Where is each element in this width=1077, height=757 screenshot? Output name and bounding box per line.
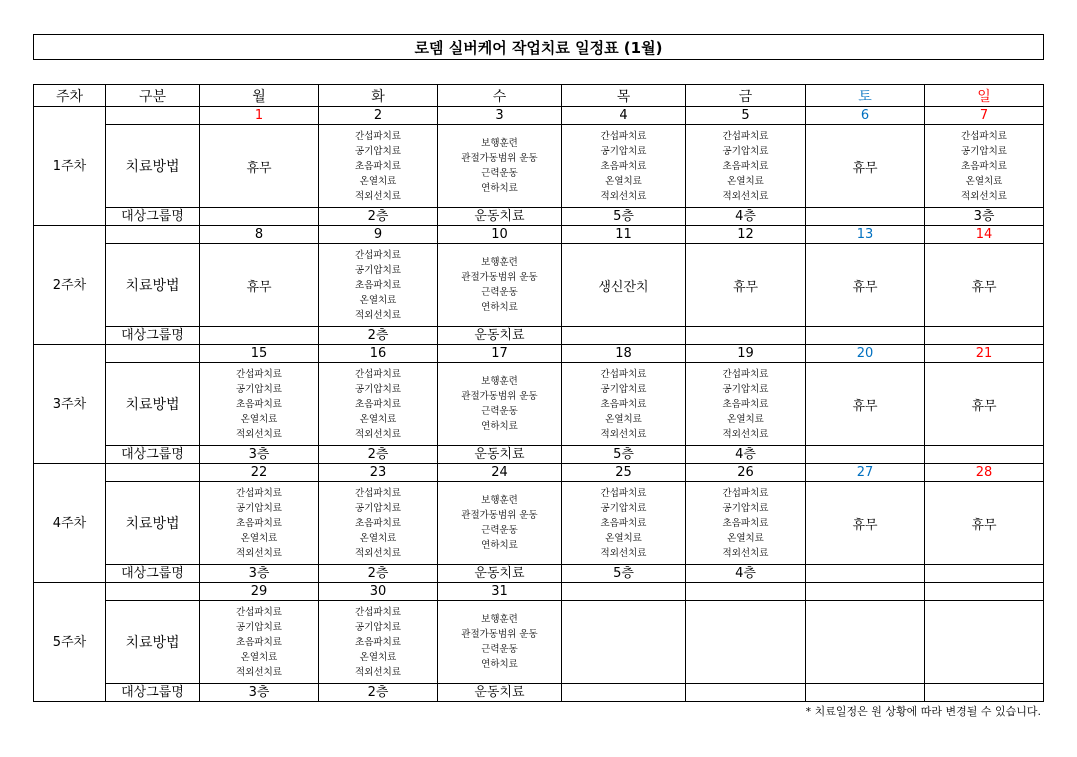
treatment-item: 휴무 (971, 398, 997, 414)
treatment-cell (562, 482, 686, 565)
treatment-item: 관절가동범위 운동 (461, 629, 538, 640)
group-cell (925, 565, 1044, 583)
treatment-list (925, 129, 1043, 204)
treatment-cell (925, 244, 1044, 327)
date-row (34, 583, 1044, 601)
treatment-list (319, 129, 437, 204)
treatment-list (686, 129, 805, 204)
group-cell: 4층 (686, 208, 806, 226)
group-cell (806, 684, 925, 702)
treatment-item: 공기압치료 (236, 502, 282, 514)
treatment-item: 공기압치료 (355, 383, 401, 395)
treatment-cell (925, 601, 1044, 684)
treatment-note (925, 276, 1043, 295)
treatment-cell (438, 482, 562, 565)
date-number: 7 (925, 107, 1044, 125)
treatment-item: 관절가동범위 운동 (461, 391, 538, 402)
treatment-item: 휴무 (852, 160, 878, 176)
date-row (34, 464, 1044, 482)
treatment-cell (925, 125, 1044, 208)
treatment-list (438, 136, 561, 196)
group-cell: 2층 (319, 446, 438, 464)
treatment-cell (319, 125, 438, 208)
treatment-item: 공기압치료 (722, 145, 769, 157)
treatment-item: 간섭파치료 (600, 130, 647, 142)
treatment-item: 초음파치료 (722, 517, 769, 529)
treatment-list (562, 486, 685, 561)
date-number (925, 583, 1044, 601)
treatment-list (686, 367, 805, 442)
treatment-cell (438, 363, 562, 446)
treatment-cell (562, 244, 686, 327)
date-number: 1 (200, 107, 319, 125)
treatment-list (438, 493, 561, 553)
treatment-note (806, 276, 924, 295)
treatment-item: 적외선치료 (600, 428, 647, 440)
category-blank-cell (106, 226, 200, 244)
treatment-cell (319, 482, 438, 565)
group-cell: 운동치료 (438, 565, 562, 583)
header-week: 주차 (34, 85, 106, 107)
treatment-cell (319, 244, 438, 327)
date-number: 6 (806, 107, 925, 125)
group-cell: 4층 (686, 446, 806, 464)
treatment-item: 공기압치료 (600, 383, 647, 395)
treatment-item: 초음파치료 (355, 636, 401, 648)
treatment-item: 적외선치료 (236, 666, 282, 678)
treatment-cell (319, 363, 438, 446)
treatment-item: 보행훈련 (481, 138, 518, 149)
group-cell (806, 565, 925, 583)
treatment-list (319, 605, 437, 680)
treatment-item: 초음파치료 (236, 398, 282, 410)
treatment-cell (806, 125, 925, 208)
group-cell: 3층 (200, 684, 319, 702)
treatment-item: 초음파치료 (355, 279, 401, 291)
treatment-cell (562, 363, 686, 446)
date-number: 12 (686, 226, 806, 244)
treatment-note (562, 276, 685, 295)
treatment-item: 공기압치료 (236, 383, 282, 395)
treatment-item: 간섭파치료 (236, 606, 282, 618)
treatment-item: 연하치료 (481, 659, 518, 670)
date-number: 23 (319, 464, 438, 482)
treatment-item: 적외선치료 (355, 547, 401, 559)
treatment-cell (319, 601, 438, 684)
group-cell: 2층 (319, 565, 438, 583)
treatment-item: 간섭파치료 (355, 249, 401, 261)
date-number: 27 (806, 464, 925, 482)
group-cell: 운동치료 (438, 327, 562, 345)
treatment-cell (686, 601, 806, 684)
treatment-item: 온열치료 (965, 175, 1003, 187)
treatment-item: 온열치료 (727, 532, 764, 544)
treatment-list (200, 367, 318, 442)
week-label: 4주차 (34, 464, 106, 583)
date-number: 19 (686, 345, 806, 363)
method-label: 치료방법 (106, 482, 200, 565)
treatment-item: 휴무 (852, 517, 878, 533)
treatment-item: 초음파치료 (355, 398, 401, 410)
treatment-item: 적외선치료 (355, 190, 401, 202)
date-number: 10 (438, 226, 562, 244)
treatment-item: 적외선치료 (722, 428, 769, 440)
treatment-item: 공기압치료 (355, 502, 401, 514)
treatment-note (806, 157, 924, 176)
treatment-item: 간섭파치료 (355, 130, 401, 142)
treatment-item: 휴무 (732, 279, 759, 295)
date-number: 18 (562, 345, 686, 363)
treatment-item: 초음파치료 (722, 160, 769, 172)
treatment-note (200, 157, 318, 176)
treatment-list (562, 367, 685, 442)
treatment-item: 휴무 (971, 517, 997, 533)
treatment-item: 초음파치료 (600, 160, 647, 172)
treatment-item: 휴무 (246, 160, 272, 176)
treatment-item: 초음파치료 (355, 517, 401, 529)
category-blank-cell (106, 583, 200, 601)
group-cell: 3층 (200, 446, 319, 464)
header-tue: 화 (319, 85, 438, 107)
treatment-item: 초음파치료 (355, 160, 401, 172)
treatment-item: 초음파치료 (961, 160, 1007, 172)
treatment-note (925, 395, 1043, 414)
group-cell: 3층 (925, 208, 1044, 226)
treatment-item: 보행훈련 (481, 376, 518, 387)
group-cell: 2층 (319, 208, 438, 226)
group-label: 대상그룹명 (106, 327, 200, 345)
group-cell (925, 446, 1044, 464)
page-title: 로뎀 실버케어 작업치료 일정표 (1월) (33, 34, 1044, 60)
date-number: 25 (562, 464, 686, 482)
treatment-item: 간섭파치료 (961, 130, 1007, 142)
treatment-item: 적외선치료 (961, 190, 1007, 202)
method-row (34, 482, 1044, 565)
treatment-item: 온열치료 (359, 651, 397, 663)
treatment-item: 연하치료 (481, 421, 518, 432)
header-thu: 목 (562, 85, 686, 107)
group-cell (806, 446, 925, 464)
group-cell: 5층 (562, 208, 686, 226)
treatment-cell (438, 601, 562, 684)
treatment-item: 공기압치료 (600, 145, 647, 157)
treatment-cell (200, 482, 319, 565)
treatment-item: 근력운동 (481, 525, 518, 536)
group-label: 대상그룹명 (106, 446, 200, 464)
treatment-item: 간섭파치료 (355, 487, 401, 499)
date-number: 28 (925, 464, 1044, 482)
treatment-item: 간섭파치료 (722, 130, 769, 142)
treatment-item: 근력운동 (481, 406, 518, 417)
treatment-list (319, 367, 437, 442)
treatment-item: 보행훈련 (481, 257, 518, 268)
treatment-list (562, 129, 685, 204)
treatment-item: 관절가동범위 운동 (461, 510, 538, 521)
treatment-item: 공기압치료 (355, 145, 401, 157)
header-sun: 일 (925, 85, 1044, 107)
treatment-cell (925, 363, 1044, 446)
date-number: 20 (806, 345, 925, 363)
treatment-cell (686, 363, 806, 446)
header-wed: 수 (438, 85, 562, 107)
group-cell: 2층 (319, 684, 438, 702)
treatment-item: 생신잔치 (598, 279, 649, 295)
group-cell: 5층 (562, 565, 686, 583)
header-fri: 금 (686, 85, 806, 107)
group-label: 대상그룹명 (106, 684, 200, 702)
treatment-cell (806, 363, 925, 446)
schedule-table (33, 84, 1044, 702)
method-row (34, 244, 1044, 327)
treatment-list (438, 374, 561, 434)
treatment-item: 온열치료 (240, 651, 278, 663)
treatment-item: 근력운동 (481, 644, 518, 655)
group-row (34, 684, 1044, 702)
treatment-cell (438, 125, 562, 208)
treatment-item: 초음파치료 (236, 636, 282, 648)
date-number: 2 (319, 107, 438, 125)
group-cell (806, 208, 925, 226)
treatment-list (200, 605, 318, 680)
category-blank-cell (106, 107, 200, 125)
treatment-item: 온열치료 (605, 532, 642, 544)
treatment-cell (925, 482, 1044, 565)
group-cell: 운동치료 (438, 208, 562, 226)
week-label: 2주차 (34, 226, 106, 345)
treatment-item: 온열치료 (359, 413, 397, 425)
group-cell: 운동치료 (438, 684, 562, 702)
group-row (34, 327, 1044, 345)
date-number: 24 (438, 464, 562, 482)
treatment-note (686, 276, 805, 295)
treatment-item: 온열치료 (605, 175, 642, 187)
treatment-cell (438, 244, 562, 327)
date-number: 15 (200, 345, 319, 363)
date-number: 8 (200, 226, 319, 244)
treatment-item: 간섭파치료 (722, 368, 769, 380)
group-label: 대상그룹명 (106, 208, 200, 226)
date-number (562, 583, 686, 601)
treatment-item: 적외선치료 (600, 190, 647, 202)
treatment-item: 공기압치료 (722, 383, 769, 395)
treatment-item: 온열치료 (359, 175, 397, 187)
date-number: 21 (925, 345, 1044, 363)
treatment-item: 공기압치료 (355, 621, 401, 633)
treatment-cell (200, 601, 319, 684)
date-number (806, 583, 925, 601)
date-number: 9 (319, 226, 438, 244)
treatment-item: 초음파치료 (600, 517, 647, 529)
group-cell (925, 684, 1044, 702)
treatment-item: 휴무 (246, 279, 272, 295)
treatment-item: 적외선치료 (722, 190, 769, 202)
method-row (34, 363, 1044, 446)
date-number: 13 (806, 226, 925, 244)
treatment-item: 간섭파치료 (236, 368, 282, 380)
treatment-item: 공기압치료 (722, 502, 769, 514)
group-row (34, 208, 1044, 226)
treatment-item: 초음파치료 (236, 517, 282, 529)
treatment-list (686, 486, 805, 561)
header-row (34, 85, 1044, 107)
group-cell (562, 684, 686, 702)
method-label: 치료방법 (106, 125, 200, 208)
date-number: 17 (438, 345, 562, 363)
treatment-item: 초음파치료 (722, 398, 769, 410)
treatment-item: 연하치료 (481, 183, 518, 194)
group-cell (200, 208, 319, 226)
treatment-cell (686, 125, 806, 208)
treatment-item: 온열치료 (359, 532, 397, 544)
group-cell (200, 327, 319, 345)
treatment-item: 간섭파치료 (600, 487, 647, 499)
treatment-note (200, 276, 318, 295)
treatment-item: 휴무 (852, 279, 878, 295)
treatment-cell (686, 482, 806, 565)
date-number: 4 (562, 107, 686, 125)
group-cell: 2층 (319, 327, 438, 345)
treatment-item: 적외선치료 (355, 428, 401, 440)
date-row (34, 345, 1044, 363)
group-cell: 5층 (562, 446, 686, 464)
group-label: 대상그룹명 (106, 565, 200, 583)
treatment-item: 적외선치료 (236, 428, 282, 440)
treatment-item: 온열치료 (727, 413, 764, 425)
date-number: 14 (925, 226, 1044, 244)
treatment-cell (806, 601, 925, 684)
treatment-cell (806, 244, 925, 327)
treatment-list (319, 248, 437, 323)
treatment-item: 온열치료 (240, 413, 278, 425)
treatment-item: 근력운동 (481, 287, 518, 298)
treatment-cell (806, 482, 925, 565)
week-label: 1주차 (34, 107, 106, 226)
method-row (34, 601, 1044, 684)
date-number: 31 (438, 583, 562, 601)
treatment-item: 공기압치료 (600, 502, 647, 514)
footnote: * 치료일정은 원 상황에 따라 변경될 수 있습니다. (805, 705, 1041, 718)
treatment-cell (200, 125, 319, 208)
method-row (34, 125, 1044, 208)
treatment-item: 간섭파치료 (355, 368, 401, 380)
treatment-item: 근력운동 (481, 168, 518, 179)
method-label: 치료방법 (106, 601, 200, 684)
date-number: 26 (686, 464, 806, 482)
treatment-item: 연하치료 (481, 540, 518, 551)
treatment-item: 온열치료 (359, 294, 397, 306)
group-row (34, 565, 1044, 583)
treatment-item: 적외선치료 (355, 666, 401, 678)
date-number: 16 (319, 345, 438, 363)
treatment-cell (200, 363, 319, 446)
treatment-list (200, 486, 318, 561)
treatment-item: 공기압치료 (236, 621, 282, 633)
treatment-cell (562, 601, 686, 684)
treatment-item: 보행훈련 (481, 495, 518, 506)
date-number (686, 583, 806, 601)
header-mon: 월 (200, 85, 319, 107)
date-number: 22 (200, 464, 319, 482)
treatment-item: 간섭파치료 (236, 487, 282, 499)
method-label: 치료방법 (106, 363, 200, 446)
date-number: 30 (319, 583, 438, 601)
group-row (34, 446, 1044, 464)
treatment-item: 초음파치료 (600, 398, 647, 410)
treatment-item: 간섭파치료 (722, 487, 769, 499)
treatment-item: 관절가동범위 운동 (461, 272, 538, 283)
treatment-item: 온열치료 (605, 413, 642, 425)
group-cell (562, 327, 686, 345)
treatment-item: 온열치료 (727, 175, 764, 187)
treatment-note (806, 514, 924, 533)
treatment-item: 휴무 (852, 398, 878, 414)
group-cell: 4층 (686, 565, 806, 583)
treatment-item: 적외선치료 (722, 547, 769, 559)
treatment-cell (200, 244, 319, 327)
date-number: 11 (562, 226, 686, 244)
treatment-item: 적외선치료 (600, 547, 647, 559)
header-sat: 토 (806, 85, 925, 107)
treatment-item: 공기압치료 (355, 264, 401, 276)
treatment-item: 보행훈련 (481, 614, 518, 625)
treatment-note (806, 395, 924, 414)
date-row (34, 107, 1044, 125)
treatment-item: 연하치료 (481, 302, 518, 313)
group-cell: 3층 (200, 565, 319, 583)
group-cell (925, 327, 1044, 345)
treatment-item: 적외선치료 (355, 309, 401, 321)
treatment-item: 간섭파치료 (600, 368, 647, 380)
group-cell (806, 327, 925, 345)
date-number: 5 (686, 107, 806, 125)
method-label: 치료방법 (106, 244, 200, 327)
date-number: 29 (200, 583, 319, 601)
treatment-item: 간섭파치료 (355, 606, 401, 618)
treatment-list (438, 255, 561, 315)
treatment-item: 휴무 (971, 279, 997, 295)
week-label: 3주차 (34, 345, 106, 464)
treatment-note (925, 514, 1043, 533)
treatment-item: 공기압치료 (961, 145, 1007, 157)
header-category: 구분 (106, 85, 200, 107)
date-number: 3 (438, 107, 562, 125)
treatment-list (438, 612, 561, 672)
group-cell (686, 684, 806, 702)
category-blank-cell (106, 464, 200, 482)
treatment-item: 온열치료 (240, 532, 278, 544)
week-label: 5주차 (34, 583, 106, 702)
treatment-list (319, 486, 437, 561)
date-row (34, 226, 1044, 244)
treatment-cell (562, 125, 686, 208)
treatment-item: 적외선치료 (236, 547, 282, 559)
group-cell (686, 327, 806, 345)
treatment-cell (686, 244, 806, 327)
group-cell: 운동치료 (438, 446, 562, 464)
category-blank-cell (106, 345, 200, 363)
treatment-item: 관절가동범위 운동 (461, 153, 538, 164)
